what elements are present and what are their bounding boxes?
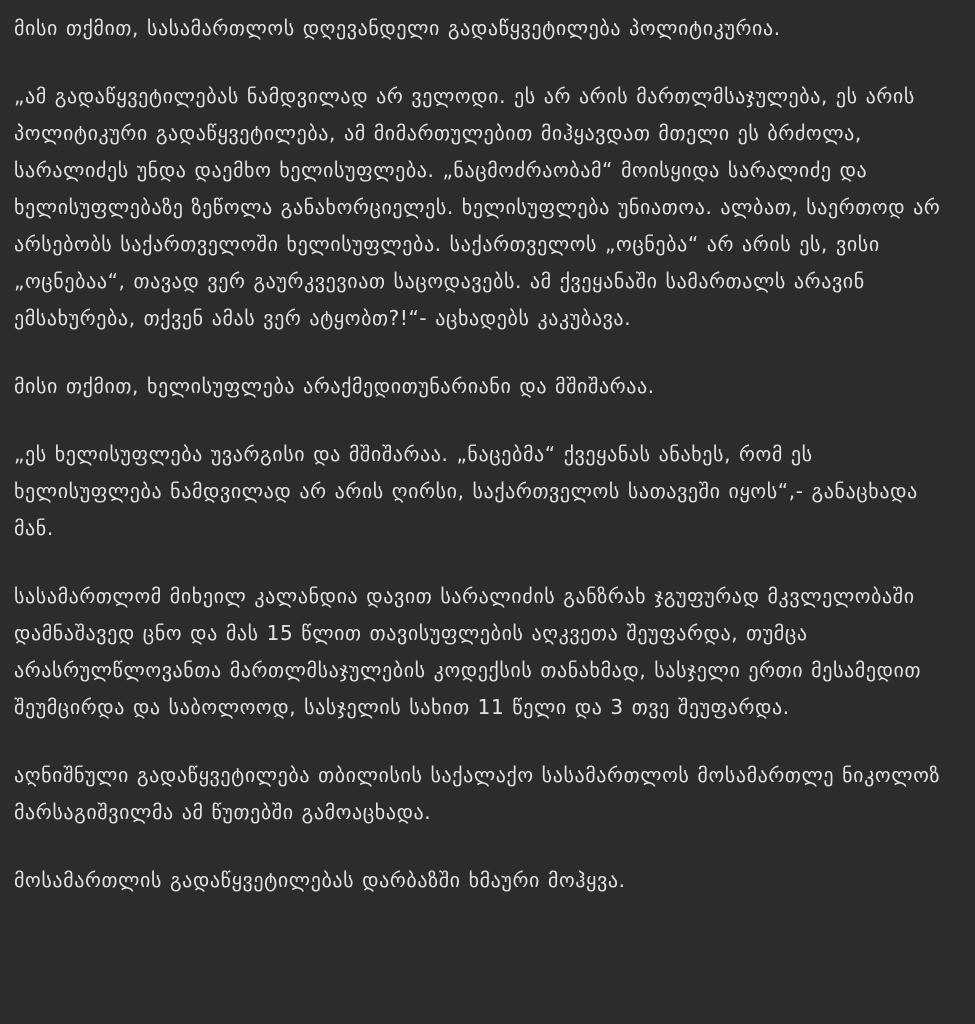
paragraph-1: მისი თქმით, სასამართლოს დღევანდელი გადაწყვეტილება პოლიტიკურია. [14,16,781,40]
paragraph-3: მისი თქმით, ხელისუფლება არაქმედითუნარიანი და მშიშარაა. [14,374,655,398]
paragraph-4-quote: „ეს ხელისუფლება უვარგისი და მშიშარაა. „ნაცებმა“ ქვეყანას ანახეს, რომ ეს ხელისუფლება ნამდვილად არ არის ღირსი, საქართველოს სათავეში იყოს“,- განაცხადა მან. [14,442,918,540]
paragraph-6: აღნიშნული გადაწყვეტილება თბილისის საქალაქო სასამართლოს მოსამართლე ნიკოლოზ მარსაგიშვილმა ამ წუთებში გამოაცხადა. [14,763,941,824]
paragraph-2-quote: „ამ გადაწყვეტილებას ნამდვილად არ ველოდი. ეს არ არის მართლმსაჯულება, ეს არის პოლიტიკური გადაწყვეტილება, ამ მიმართულებით მიჰყავდათ მთელი ეს ბრძოლა, სარალიძეს უნდა დაემხო ხელისუფლება. „ნაცმოძრაობამ“ მოისყიდა სარალიძე და ხელისუფლებაზე ზეწოლა განახორციელეს. ხელისუფლება უნიათოა. ალბათ, საერთოდ არ არსებობს საქართველოში ხელისუფლება. საქართველოს „ოცნება“ არ არის ეს, ვისი „ოცნებაა“, თავად ვერ გაურკვევიათ საცოდავებს. ამ ქვეყანაში სამართალს არავინ ემსახურება, თქვენ ამას ვერ ატყობთ?!“- აცხადებს კაკუბავა. [14,84,941,330]
paragraph-5: სასამართლომ მიხეილ კალანდია დავით სარალიძის განზრახ ჯგუფურად მკვლელობაში დამნაშავედ ცნო და მას 15 წლით თავისუფლების აღკვეთა შეუფარდა, თუმცა არასრულწლოვანთა მართლმსაჯულების კოდექსის თანახმად, სასჯელი ერთი მესამედით შეუმცირდა და საბოლოოდ, სასჯელის სახით 11 წელი და 3 თვე შეუფარდა. [14,584,922,719]
paragraph-7: მოსამართლის გადაწყვეტილებას დარბაზში ხმაური მოჰყვა. [14,868,626,892]
